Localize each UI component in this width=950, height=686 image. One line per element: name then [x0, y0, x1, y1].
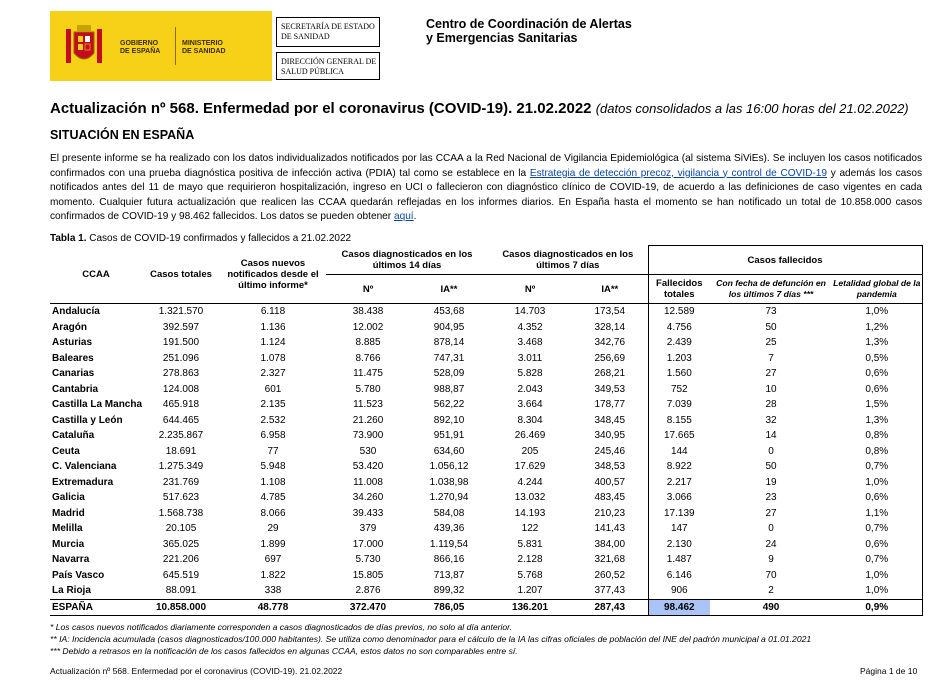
ccaa-cell: Madrid: [52, 507, 85, 519]
table-cell: 892,10: [433, 414, 465, 426]
table-cell: 17.629: [514, 461, 546, 472]
table-cell: 348,53: [594, 461, 626, 472]
table-cell: 1.822: [260, 569, 286, 581]
table-cell: 122: [521, 523, 539, 534]
table-cell: 338: [264, 585, 282, 596]
table-cell: 5.831: [517, 538, 543, 550]
table-cell: 8.922: [648, 459, 710, 475]
table-cell: 904,95: [433, 321, 465, 333]
ccaa-cell: C. Valenciana: [52, 461, 117, 472]
table-cell: 342,76: [594, 337, 626, 348]
table-cell: 1,0%: [832, 475, 922, 491]
table-cell: 178,77: [594, 399, 626, 410]
page-header: [0, 0, 950, 90]
table-cell: 12.002: [352, 321, 384, 333]
table-cell: 644.465: [162, 414, 200, 426]
table-cell: 0,5%: [832, 351, 922, 367]
table-cell: 0,7%: [832, 552, 922, 568]
table-cell: 1,1%: [832, 506, 922, 522]
header-fallecidos-7dias: Con fecha de defunción en los últimos 7 días ***: [710, 275, 832, 304]
table-cell: 2.532: [260, 414, 286, 426]
table-cell: 10.858.000: [142, 599, 220, 616]
table-cell: 1.124: [260, 337, 286, 348]
table-cell: 2.130: [648, 537, 710, 553]
table-cell: 2.327: [260, 368, 286, 379]
table-cell: 34.260: [352, 492, 384, 503]
table-cell: 32: [765, 414, 777, 426]
table-row: [50, 444, 922, 460]
table-cell: 268,21: [594, 368, 626, 379]
table-cell: 951,91: [433, 430, 465, 441]
table-cell: 18.691: [165, 445, 197, 457]
table-cell: 1,2%: [832, 320, 922, 336]
table-cell: 392.597: [162, 321, 200, 333]
table-cell: 1.207: [517, 585, 543, 596]
report-subtitle: (datos consolidados a las 16:00 horas del 21.02.2022): [595, 101, 909, 116]
table-cell: 645.519: [162, 569, 200, 581]
table-cell: 28: [765, 399, 777, 410]
table-cell: 601: [264, 383, 282, 395]
table-cell: 8.155: [648, 413, 710, 429]
table-cell: 231.769: [162, 476, 200, 488]
table-cell: 53.420: [352, 461, 384, 472]
table-cell: 530: [359, 445, 377, 457]
note-1: * Los casos nuevos notificados diariamente corresponden a casos diagnosticados de días previos, no solo al día anterior.: [50, 622, 513, 632]
report-title: Actualización nº 568. Enfermedad por el coronavirus (COVID-19). 21.02.2022 (datos consolidados a las 16:00 horas del 21.02.2022): [50, 100, 909, 117]
table-cell: 29: [267, 523, 279, 534]
table-cell: 1.899: [260, 538, 286, 550]
table-cell: 2.135: [260, 399, 286, 410]
table-cell: 2.876: [355, 585, 381, 596]
table-cell: 1.203: [648, 351, 710, 367]
table-cell: 6.958: [260, 430, 286, 441]
table-cell: 77: [267, 445, 279, 457]
ccaa-cell: Castilla La Mancha: [52, 399, 143, 410]
header-casos-nuevos: Casos nuevos notificados desde el último informe*: [220, 246, 326, 304]
table-cell: 48.778: [220, 599, 326, 616]
table-cell: 17.139: [648, 506, 710, 522]
table-cell: 88.091: [165, 585, 197, 596]
footer-title: Actualización nº 568. Enfermedad por el coronavirus (COVID-19). 21.02.2022: [50, 666, 343, 676]
table-cell: 1,0%: [832, 568, 922, 584]
ccaa-cell: Aragón: [52, 321, 87, 333]
ministry-label: MINISTERIO DE SANIDAD: [182, 40, 226, 55]
coat-of-arms-icon: [64, 23, 104, 69]
table-cell: 906: [648, 583, 710, 599]
ccaa-cell: Cantabria: [52, 383, 99, 395]
table-cell: 26.469: [514, 430, 546, 441]
header-group-7: Casos diagnosticados en los últimos 7 días: [488, 246, 648, 275]
table-row: [50, 320, 922, 336]
table-cell: 6.118: [260, 306, 286, 317]
table-cell: 490: [710, 599, 832, 616]
table-cell: 0,8%: [832, 428, 922, 444]
table-row: [50, 459, 922, 475]
table-cell: 465.918: [162, 399, 200, 410]
table-cell: 321,68: [594, 554, 626, 565]
table-cell: 1.321.570: [158, 306, 204, 317]
table-cell: 786,05: [410, 599, 488, 616]
header-n14: Nº: [326, 275, 410, 304]
table-row: [50, 552, 922, 568]
table-cell: 9: [768, 554, 774, 565]
table-row: [50, 397, 922, 413]
table-cell: 98.462: [648, 599, 710, 616]
table-cell: 8.066: [260, 507, 286, 519]
ccaa-cell: Murcia: [52, 538, 85, 550]
table-cell: 50: [765, 461, 777, 472]
table-cell: 400,57: [594, 476, 626, 488]
table-cell: 6.146: [648, 568, 710, 584]
table-cell: 15.805: [352, 569, 384, 581]
ccaa-cell: Castilla y León: [52, 414, 123, 426]
strategy-link[interactable]: Estrategia de detección precoz, vigilancia y control de COVID-19: [529, 167, 828, 179]
table-cell: 13.032: [514, 492, 546, 503]
table-cell: 988,87: [433, 383, 465, 395]
table-cell: 260,52: [594, 569, 626, 581]
secretaria-box: SECRETARÍA DE ESTADO DE SANIDAD: [276, 17, 380, 47]
government-logo: [50, 11, 272, 81]
table-cell: 348,45: [594, 414, 626, 426]
table-cell: 0: [768, 523, 774, 534]
table-cell: 38.438: [352, 306, 384, 317]
table-cell: 12.589: [648, 304, 710, 320]
table-cell: 1.270,94: [429, 492, 469, 503]
table-caption: Tabla 1. Casos de COVID-19 confirmados y fallecidos a 21.02.2022: [50, 233, 352, 244]
table-cell: 136.201: [488, 599, 572, 616]
direccion-box: DIRECCIÓN GENERAL DE SALUD PÚBLICA: [276, 52, 380, 80]
table-row: [50, 413, 922, 429]
table-row: [50, 521, 922, 537]
table-cell: 439,36: [433, 523, 465, 534]
ccaa-cell: Canarias: [52, 368, 95, 379]
table-cell: 11.475: [353, 368, 383, 379]
table-cell: 245,46: [594, 445, 626, 457]
header-ia7: IA**: [572, 275, 648, 304]
ccaa-cell: Asturias: [52, 337, 93, 348]
table-cell: 173,54: [594, 306, 626, 317]
table-cell: 562,22: [433, 399, 465, 410]
note-2: ** IA: Incidencia acumulada (casos diagnosticados/100.000 habitantes). Se utiliza como denominador para el cálculo de la IA las cifras oficiales de población del INE del padrón municipal a 01.01.2021: [50, 633, 812, 644]
table-row: [50, 490, 922, 506]
table-row: [50, 475, 922, 491]
header-group-14: Casos diagnosticados en los últimos 14 días: [326, 246, 488, 275]
covid-table: [50, 245, 923, 616]
table-cell: 4.244: [517, 476, 543, 488]
table-row: [50, 506, 922, 522]
table-cell: 1.078: [260, 352, 286, 364]
table-cell: 25: [765, 337, 777, 348]
table-cell: 210,23: [594, 507, 626, 519]
table-cell: 70: [765, 569, 777, 581]
table-body: [50, 304, 922, 616]
table-row: [50, 366, 922, 382]
ccaa-cell: La Rioja: [52, 585, 91, 596]
table-cell: 3.066: [648, 490, 710, 506]
table-cell: 191.500: [162, 337, 200, 348]
table-cell: 0,6%: [832, 490, 922, 506]
page-number: Página 1 de 10: [860, 666, 918, 676]
ccaa-cell: Galicia: [52, 492, 85, 503]
section-title: SITUACIÓN EN ESPAÑA: [50, 128, 195, 142]
ccaa-cell: ESPAÑA: [50, 599, 142, 616]
table-row: [50, 428, 922, 444]
table-cell: 1.560: [648, 366, 710, 382]
table-cell: 3.664: [517, 399, 543, 410]
table-cell: 256,69: [594, 352, 626, 364]
table-cell: 0,6%: [832, 366, 922, 382]
table-cell: 0,7%: [832, 521, 922, 537]
header-fallecidos-totales: Fallecidos totales: [648, 275, 710, 304]
table-cell: 141,43: [594, 523, 626, 534]
ccaa-cell: Andalucía: [52, 306, 100, 317]
table-cell: 5.780: [355, 383, 381, 395]
table-cell: 124.008: [162, 383, 200, 395]
table-cell: 8.766: [355, 352, 381, 364]
table-cell: 1,3%: [832, 413, 922, 429]
header-casos-totales: Casos totales: [142, 246, 220, 304]
table-cell: 377,43: [594, 585, 626, 596]
table-row: [50, 304, 922, 320]
table-cell: 8.885: [355, 337, 381, 348]
table-cell: 483,45: [594, 492, 626, 503]
table-cell: 17.000: [352, 538, 384, 550]
header-ccaa: CCAA: [50, 246, 142, 304]
table-cell: 0,6%: [832, 382, 922, 398]
table-cell: 1.108: [260, 476, 286, 488]
table-cell: 517.623: [162, 492, 200, 503]
table-cell: 27: [765, 507, 777, 519]
table-cell: 747,31: [433, 352, 465, 364]
table-cell: 752: [648, 382, 710, 398]
ccaa-cell: Melilla: [52, 523, 83, 534]
ccaa-cell: Cataluña: [52, 430, 95, 441]
intro-paragraph: El presente informe se ha realizado con los datos individualizados notificados por las CCAA a la Red Nacional de Vigilancia Epidemiológica (al sistema SiViEs). Se incluyen los casos notificados confirmados con una prueba diagnóstica positiva de infección activa (PDIA) tal como se establece en la Estrategia de detección precoz, vigilancia y control de COVID-19 y además los casos notificados antes del 11 de mayo que requirieron hospitalización, ingreso en UCI o fallecieron con diagnóstico clínico de COVID-19, de acuerdo a las definiciones de caso vigentes en cada momento. Cualquier futura actualización que realicen las CCAA quedarán reflejadas en los informes diarios. En España hasta el momento se han notificado un total de 10.858.000 casos confirmados de COVID-19 y 98.462 fallecidos. Los datos se pueden obtener aquí.: [50, 153, 923, 223]
table-cell: 365.025: [162, 538, 200, 550]
table-cell: 0,9%: [832, 599, 922, 616]
table-cell: 10: [765, 383, 777, 395]
table-cell: 5.828: [517, 368, 543, 379]
table-cell: 14.193: [514, 507, 546, 519]
table-cell: 251.096: [162, 352, 200, 364]
table-row: [50, 568, 922, 584]
table-row: [50, 583, 922, 599]
table-total-row: [50, 599, 922, 616]
note-3: *** Debido a retrasos en la notificación de los casos fallecidos en algunas CCAA, estos datos no son comparables entre sí.: [50, 645, 518, 656]
ccaa-cell: Baleares: [52, 352, 94, 364]
table-cell: 21.260: [352, 414, 384, 426]
ccaa-cell: Ceuta: [52, 445, 80, 457]
table-cell: 287,43: [572, 599, 648, 616]
table-cell: 1.056,12: [429, 461, 469, 472]
table-cell: 24: [765, 538, 777, 550]
table-cell: 384,00: [594, 538, 626, 550]
table-cell: 27: [765, 368, 777, 379]
table-cell: 328,14: [594, 321, 626, 333]
table-cell: 1.119,54: [429, 538, 469, 550]
table-cell: 23: [765, 492, 777, 503]
table-cell: 19: [765, 476, 777, 488]
government-label: GOBIERNO DE ESPAÑA: [120, 40, 161, 55]
header-n7: Nº: [488, 275, 572, 304]
table-cell: 340,95: [594, 430, 626, 441]
table-cell: 8.304: [517, 414, 543, 426]
table-cell: 3.468: [517, 337, 543, 348]
table-cell: 1,3%: [832, 335, 922, 351]
table-notes: [50, 622, 811, 657]
ccaa-cell: País Vasco: [52, 569, 105, 581]
header-group-fallecidos: Casos fallecidos: [648, 246, 922, 275]
table-row: [50, 351, 922, 367]
table-cell: 1,0%: [832, 304, 922, 320]
table-cell: 713,87: [433, 569, 465, 581]
table-cell: 205: [521, 445, 539, 457]
table-cell: 4.352: [517, 321, 543, 333]
table-cell: 1.038,98: [429, 476, 469, 488]
table-row: [50, 537, 922, 553]
table-cell: 0,6%: [832, 537, 922, 553]
logo-divider: [175, 27, 176, 65]
table-cell: 1,5%: [832, 397, 922, 413]
table-cell: 899,32: [433, 585, 465, 596]
table-cell: 144: [648, 444, 710, 460]
table-cell: 372.470: [326, 599, 410, 616]
table-cell: 2.128: [517, 554, 543, 565]
data-link[interactable]: aquí: [393, 211, 414, 223]
table-cell: 2.043: [517, 383, 543, 395]
table-cell: 2.439: [648, 335, 710, 351]
table-cell: 147: [648, 521, 710, 537]
table-cell: 17.665: [648, 428, 710, 444]
table-cell: 221.206: [162, 554, 200, 565]
table-cell: 1.275.349: [158, 461, 204, 472]
table-row: [50, 382, 922, 398]
table-cell: 0,7%: [832, 459, 922, 475]
table-cell: 2.217: [648, 475, 710, 491]
table-cell: 379: [359, 523, 377, 534]
table-cell: 2.235.867: [158, 430, 204, 441]
table-cell: 11.523: [353, 399, 383, 410]
table-row: [50, 335, 922, 351]
table-cell: 1.136: [260, 321, 286, 333]
table-cell: 278.863: [162, 368, 200, 379]
table-cell: 50: [765, 321, 777, 333]
table-cell: 7.039: [648, 397, 710, 413]
ccaa-cell: Navarra: [52, 554, 90, 565]
table-cell: 0,8%: [832, 444, 922, 460]
header-ia14: IA**: [410, 275, 488, 304]
header-letalidad: Letalidad global de la pandemia: [832, 275, 922, 304]
table-cell: 3.011: [517, 352, 543, 364]
table-cell: 2: [768, 585, 774, 596]
table-cell: 866,16: [433, 554, 465, 565]
ccaa-cell: Extremadura: [52, 476, 114, 488]
table-cell: 1.568.738: [158, 507, 204, 519]
table-cell: 73: [765, 306, 777, 317]
table-cell: 0: [768, 445, 774, 457]
table-cell: 584,08: [433, 507, 465, 519]
table-cell: 697: [264, 554, 282, 565]
table-cell: 20.105: [165, 523, 197, 534]
table-cell: 5.730: [355, 554, 381, 565]
table-cell: 7: [768, 352, 774, 364]
table-cell: 5.948: [260, 461, 286, 472]
table-cell: 634,60: [433, 445, 465, 457]
table-cell: 349,53: [594, 383, 626, 395]
table-cell: 1,0%: [832, 583, 922, 599]
table-cell: 878,14: [433, 337, 465, 348]
table-cell: 11.008: [353, 476, 383, 488]
table-cell: 528,09: [433, 368, 465, 379]
table-cell: 4.785: [260, 492, 286, 503]
table-cell: 4.756: [648, 320, 710, 336]
table-cell: 5.768: [517, 569, 543, 581]
table-cell: 39.433: [352, 507, 384, 519]
table-cell: 73.900: [352, 430, 384, 441]
table-cell: 14: [765, 430, 777, 441]
table-cell: 453,68: [433, 306, 465, 317]
center-name: Centro de Coordinación de Alertas y Emergencias Sanitarias: [426, 17, 632, 45]
table-cell: 1.487: [648, 552, 710, 568]
table-cell: 14.703: [514, 306, 546, 317]
